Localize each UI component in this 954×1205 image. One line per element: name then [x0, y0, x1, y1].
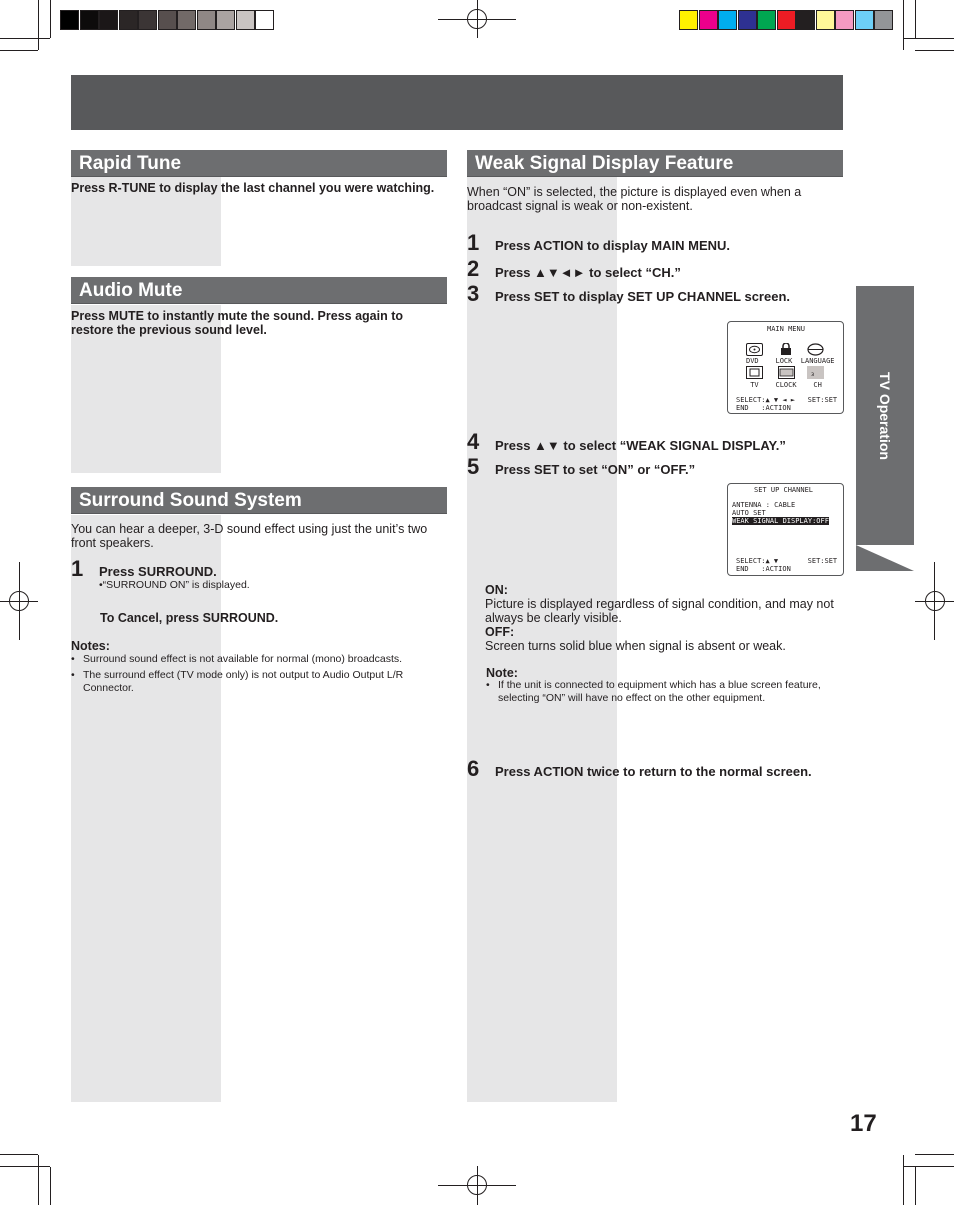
- osd-select-line: SELECT:▲ ▼ ◄ ► SET:SET: [736, 396, 838, 404]
- surround-notes-list: [71, 653, 436, 698]
- shaded-column: [71, 515, 221, 1102]
- weak-signal-intro: When “ON” is selected, the picture is displayed even when a broadcast signal is weak or non-existent.: [467, 185, 802, 213]
- language-icon: [807, 343, 824, 356]
- color-swatch: [738, 10, 757, 30]
- step-number: 4: [467, 429, 480, 454]
- step-text: Press ACTION twice to return to the normal screen.: [495, 764, 812, 779]
- gray-swatch: [119, 10, 138, 30]
- step-text: Press ACTION to display MAIN MENU.: [495, 238, 730, 253]
- step-text: Press ▲▼◄► to select “CH.”: [495, 265, 681, 280]
- side-tab-corner: [856, 545, 914, 571]
- osd-auto-set: AUTO SET: [732, 509, 766, 517]
- off-label: OFF:: [485, 625, 515, 639]
- on-label: ON:: [485, 583, 508, 597]
- audio-mute-text: Press MUTE to instantly mute the sound. Press again to restore the previous sound level.: [71, 309, 404, 337]
- osd-icon-labels-row2: TV CLOCK CH: [746, 381, 822, 389]
- gray-swatch: [177, 10, 196, 30]
- surround-intro: You can hear a deeper, 3-D sound effect using just the unit’s two front speakers.: [71, 522, 428, 550]
- step-number: 1: [71, 556, 84, 581]
- on-text: Picture is displayed regardless of signal condition, and may not always be clearly visible.: [485, 597, 834, 625]
- surround-notes-title: Notes:: [71, 639, 110, 653]
- gray-swatch: [197, 10, 216, 30]
- gray-swatch: [236, 10, 255, 30]
- list-item: • Surround sound effect is not available for normal (mono) broadcasts.: [71, 653, 436, 666]
- surround-step1-label: Press SURROUND.: [99, 564, 217, 579]
- osd-end-line: END :ACTION: [736, 565, 791, 573]
- gray-swatch: [80, 10, 99, 30]
- gray-swatch: [216, 10, 235, 30]
- dvd-icon: [746, 343, 763, 356]
- tv-icon: [746, 366, 763, 379]
- off-text: Screen turns solid blue when signal is absent or weak.: [485, 639, 786, 653]
- color-swatch: [816, 10, 835, 30]
- color-swatch: [835, 10, 854, 30]
- gray-swatch: [60, 10, 79, 30]
- side-tab-label-wrap: [856, 286, 914, 546]
- osd-icon-labels-row1: DVD LOCK LANGUAGE: [746, 357, 835, 365]
- main-menu-screen: [727, 321, 844, 414]
- ch-icon: [807, 366, 824, 379]
- section-header-audio-mute: Audio Mute: [71, 277, 447, 304]
- color-swatch: [796, 10, 815, 30]
- lock-icon: [778, 343, 795, 356]
- svg-text:₃: ₃: [811, 369, 815, 378]
- step-number: 3: [467, 281, 480, 306]
- color-swatch: [718, 10, 737, 30]
- list-item: • The surround effect (TV mode only) is not output to Audio Output L/R Connector.: [71, 669, 436, 695]
- osd-select-line: SELECT:▲ ▼ SET:SET: [736, 557, 838, 565]
- surround-step1-sub: •“SURROUND ON” is displayed.: [99, 579, 250, 591]
- clock-icon: [778, 366, 795, 379]
- step-number: 5: [467, 454, 480, 479]
- osd-antenna: ANTENNA : CABLE: [732, 501, 796, 509]
- section-header-weak-signal: Weak Signal Display Feature: [467, 150, 843, 177]
- color-swatch: [874, 10, 893, 30]
- color-swatch: [699, 10, 718, 30]
- color-swatch: [679, 10, 698, 30]
- surround-cancel: To Cancel, press SURROUND.: [100, 611, 279, 625]
- step-number: 6: [467, 756, 480, 781]
- step-number: 2: [467, 256, 480, 281]
- color-swatch: [855, 10, 874, 30]
- step-text: Press ▲▼ to select “WEAK SIGNAL DISPLAY.”: [495, 438, 786, 453]
- list-item: • If the unit is connected to equipment which has a blue screen feature, selecting “ON” will have no effect on the other equipment.: [486, 679, 843, 705]
- weak-signal-note: [486, 679, 843, 708]
- gray-swatch: [99, 10, 118, 30]
- setup-channel-screen: [727, 483, 844, 576]
- osd-end-line: END :ACTION: [736, 404, 791, 412]
- color-swatch: [777, 10, 796, 30]
- step-number: 1: [467, 230, 480, 255]
- gray-swatch: [138, 10, 157, 30]
- osd-weak-signal-highlight: WEAK SIGNAL DISPLAY:OFF: [732, 517, 829, 525]
- note-title: Note:: [486, 666, 518, 680]
- gray-swatch: [158, 10, 177, 30]
- step-text: Press SET to display SET UP CHANNEL screen.: [495, 289, 791, 304]
- osd-title: SET UP CHANNEL: [754, 486, 814, 494]
- page-header-banner: [71, 75, 843, 130]
- rapid-tune-text: Press R-TUNE to display the last channel you were watching.: [71, 181, 435, 195]
- color-swatch: [757, 10, 776, 30]
- gray-swatch: [255, 10, 274, 30]
- page-number: 17: [850, 1110, 877, 1137]
- section-header-surround: Surround Sound System: [71, 487, 447, 514]
- side-tab-label: TV Operation: [877, 372, 893, 460]
- step-text: Press SET to set “ON” or “OFF.”: [495, 462, 696, 477]
- section-header-rapid-tune: Rapid Tune: [71, 150, 447, 177]
- osd-title: MAIN MENU: [767, 325, 805, 333]
